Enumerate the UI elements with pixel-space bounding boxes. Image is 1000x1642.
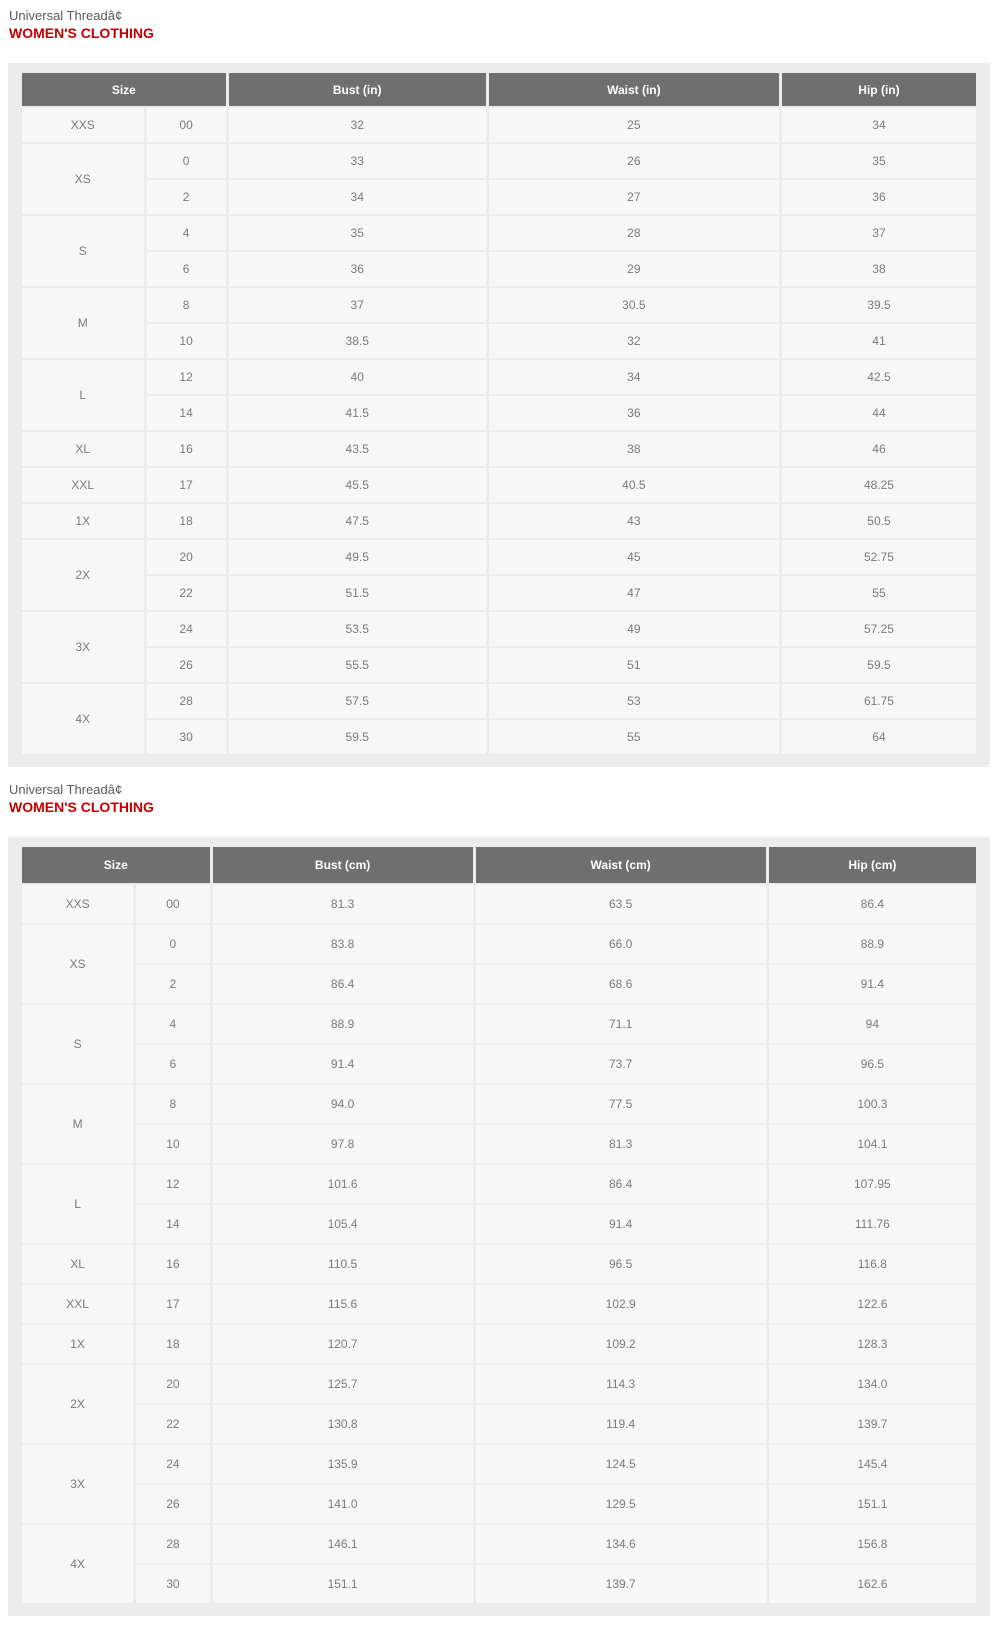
size-number-cell: 22 [147, 576, 226, 610]
table-row [22, 144, 976, 178]
bust-cell: 40 [229, 360, 486, 394]
bust-cell: 53.5 [229, 612, 486, 646]
size-number-cell: 14 [147, 396, 226, 430]
bust-cell: 35 [229, 216, 486, 250]
table-row [22, 1165, 976, 1203]
hip-cell: 100.3 [769, 1085, 976, 1123]
waist-cell: 129.5 [476, 1485, 766, 1523]
table-row [22, 965, 976, 1003]
size-number-cell: 0 [136, 925, 209, 963]
bust-cell: 41.5 [229, 396, 486, 430]
size-number-cell: 22 [136, 1405, 209, 1443]
waist-cell: 66.0 [476, 925, 766, 963]
size-letter-cell: S [22, 1005, 133, 1083]
waist-cell: 45 [489, 540, 779, 574]
size-number-cell: 12 [136, 1165, 209, 1203]
size-number-cell: 16 [147, 432, 226, 466]
table-row [22, 108, 976, 142]
size-chart-table-inches [19, 71, 979, 756]
hip-cell: 37 [782, 216, 976, 250]
hip-cell: 38 [782, 252, 976, 286]
bust-cell: 91.4 [213, 1045, 473, 1083]
bust-cell: 49.5 [229, 540, 486, 574]
bust-cell: 81.3 [213, 885, 473, 923]
size-number-cell: 16 [136, 1245, 209, 1283]
size-letter-cell: XS [22, 925, 133, 1003]
hip-cell: 46 [782, 432, 976, 466]
table-row [22, 1045, 976, 1083]
size-letter-cell: 1X [22, 1325, 133, 1363]
column-header: Hip (in) [782, 73, 976, 106]
size-number-cell: 17 [147, 468, 226, 502]
size-number-cell: 12 [147, 360, 226, 394]
size-number-cell: 26 [147, 648, 226, 682]
size-number-cell: 2 [136, 965, 209, 1003]
bust-cell: 43.5 [229, 432, 486, 466]
waist-cell: 114.3 [476, 1365, 766, 1403]
size-number-cell: 28 [136, 1525, 209, 1563]
waist-cell: 109.2 [476, 1325, 766, 1363]
hip-cell: 64 [782, 720, 976, 754]
table-row [22, 648, 976, 682]
table-row [22, 504, 976, 538]
size-number-cell: 0 [147, 144, 226, 178]
size-letter-cell: M [22, 288, 144, 358]
table-row [22, 396, 976, 430]
hip-cell: 57.25 [782, 612, 976, 646]
hip-cell: 55 [782, 576, 976, 610]
size-chart-table-cm [19, 845, 979, 1605]
size-letter-cell: XL [22, 1245, 133, 1283]
bust-cell: 146.1 [213, 1525, 473, 1563]
size-chart-panel [8, 837, 990, 1616]
hip-cell: 52.75 [782, 540, 976, 574]
bust-cell: 125.7 [213, 1365, 473, 1403]
hip-cell: 88.9 [769, 925, 976, 963]
bust-cell: 55.5 [229, 648, 486, 682]
bust-cell: 115.6 [213, 1285, 473, 1323]
column-header: Bust (cm) [213, 847, 473, 883]
size-number-cell: 2 [147, 180, 226, 214]
hip-cell: 91.4 [769, 965, 976, 1003]
size-number-cell: 24 [136, 1445, 209, 1483]
waist-cell: 27 [489, 180, 779, 214]
size-number-cell: 10 [136, 1125, 209, 1163]
bust-cell: 86.4 [213, 965, 473, 1003]
hip-cell: 104.1 [769, 1125, 976, 1163]
table-row [22, 432, 976, 466]
waist-cell: 36 [489, 396, 779, 430]
size-number-cell: 4 [147, 216, 226, 250]
waist-cell: 68.6 [476, 965, 766, 1003]
size-number-cell: 8 [136, 1085, 209, 1123]
title-block [9, 782, 1000, 816]
waist-cell: 124.5 [476, 1445, 766, 1483]
waist-cell: 51 [489, 648, 779, 682]
hip-cell: 162.6 [769, 1565, 976, 1603]
size-letter-cell: XL [22, 432, 144, 466]
size-letter-cell: M [22, 1085, 133, 1163]
table-row [22, 1245, 976, 1283]
bust-cell: 32 [229, 108, 486, 142]
hip-cell: 156.8 [769, 1525, 976, 1563]
size-number-cell: 28 [147, 684, 226, 718]
hip-cell: 48.25 [782, 468, 976, 502]
hip-cell: 96.5 [769, 1045, 976, 1083]
waist-cell: 25 [489, 108, 779, 142]
hip-cell: 128.3 [769, 1325, 976, 1363]
bust-cell: 34 [229, 180, 486, 214]
table-row [22, 1205, 976, 1243]
size-number-cell: 6 [147, 252, 226, 286]
hip-cell: 42.5 [782, 360, 976, 394]
hip-cell: 145.4 [769, 1445, 976, 1483]
size-letter-cell: 1X [22, 504, 144, 538]
column-header: Bust (in) [229, 73, 486, 106]
category-title: WOMEN'S CLOTHING [9, 799, 154, 815]
size-number-cell: 00 [147, 108, 226, 142]
size-number-cell: 8 [147, 288, 226, 322]
size-number-cell: 26 [136, 1485, 209, 1523]
hip-cell: 134.0 [769, 1365, 976, 1403]
waist-cell: 134.6 [476, 1525, 766, 1563]
column-header: Size [22, 73, 226, 106]
table-row [22, 1085, 976, 1123]
size-letter-cell: L [22, 1165, 133, 1243]
table-row [22, 720, 976, 754]
bust-cell: 141.0 [213, 1485, 473, 1523]
size-number-cell: 18 [147, 504, 226, 538]
table-row [22, 252, 976, 286]
size-number-cell: 30 [136, 1565, 209, 1603]
table-row [22, 1485, 976, 1523]
bust-cell: 135.9 [213, 1445, 473, 1483]
hip-cell: 41 [782, 324, 976, 358]
waist-cell: 63.5 [476, 885, 766, 923]
table-row [22, 1525, 976, 1563]
bust-cell: 59.5 [229, 720, 486, 754]
waist-cell: 91.4 [476, 1205, 766, 1243]
bust-cell: 88.9 [213, 1005, 473, 1043]
bust-cell: 130.8 [213, 1405, 473, 1443]
size-letter-cell: 2X [22, 1365, 133, 1443]
waist-cell: 38 [489, 432, 779, 466]
table-row [22, 612, 976, 646]
table-row [22, 324, 976, 358]
hip-cell: 39.5 [782, 288, 976, 322]
table-row [22, 1405, 976, 1443]
size-letter-cell: 4X [22, 684, 144, 754]
waist-cell: 96.5 [476, 1245, 766, 1283]
hip-cell: 61.75 [782, 684, 976, 718]
bust-cell: 83.8 [213, 925, 473, 963]
waist-cell: 47 [489, 576, 779, 610]
waist-cell: 49 [489, 612, 779, 646]
size-letter-cell: XXS [22, 885, 133, 923]
waist-cell: 73.7 [476, 1045, 766, 1083]
column-header: Size [22, 847, 210, 883]
bust-cell: 151.1 [213, 1565, 473, 1603]
size-letter-cell: L [22, 360, 144, 430]
size-number-cell: 20 [136, 1365, 209, 1403]
size-letter-cell: XS [22, 144, 144, 214]
size-number-cell: 24 [147, 612, 226, 646]
size-letter-cell: 4X [22, 1525, 133, 1603]
waist-cell: 81.3 [476, 1125, 766, 1163]
table-row [22, 684, 976, 718]
table-row [22, 1445, 976, 1483]
bust-cell: 120.7 [213, 1325, 473, 1363]
size-number-cell: 00 [136, 885, 209, 923]
bust-cell: 45.5 [229, 468, 486, 502]
bust-cell: 97.8 [213, 1125, 473, 1163]
hip-cell: 116.8 [769, 1245, 976, 1283]
table-row [22, 1565, 976, 1603]
size-letter-cell: XXL [22, 468, 144, 502]
table-row [22, 468, 976, 502]
brand-title: Universal Threadâ¢ [9, 782, 123, 797]
waist-cell: 26 [489, 144, 779, 178]
size-number-cell: 6 [136, 1045, 209, 1083]
column-header: Hip (cm) [769, 847, 976, 883]
table-row [22, 180, 976, 214]
table-row [22, 1285, 976, 1323]
size-letter-cell: S [22, 216, 144, 286]
brand-title: Universal Threadâ¢ [9, 8, 123, 23]
size-letter-cell: 2X [22, 540, 144, 610]
size-number-cell: 18 [136, 1325, 209, 1363]
table-row [22, 1005, 976, 1043]
bust-cell: 38.5 [229, 324, 486, 358]
header-row [22, 73, 976, 106]
table-row [22, 885, 976, 923]
table-row [22, 288, 976, 322]
size-letter-cell: XXL [22, 1285, 133, 1323]
waist-cell: 77.5 [476, 1085, 766, 1123]
hip-cell: 34 [782, 108, 976, 142]
hip-cell: 59.5 [782, 648, 976, 682]
column-header: Waist (in) [489, 73, 779, 106]
waist-cell: 29 [489, 252, 779, 286]
size-letter-cell: 3X [22, 612, 144, 682]
waist-cell: 139.7 [476, 1565, 766, 1603]
hip-cell: 139.7 [769, 1405, 976, 1443]
size-chart-section-inches [0, 8, 1000, 767]
waist-cell: 102.9 [476, 1285, 766, 1323]
size-number-cell: 17 [136, 1285, 209, 1323]
hip-cell: 44 [782, 396, 976, 430]
waist-cell: 30.5 [489, 288, 779, 322]
bust-cell: 37 [229, 288, 486, 322]
table-row [22, 216, 976, 250]
waist-cell: 28 [489, 216, 779, 250]
hip-cell: 94 [769, 1005, 976, 1043]
size-letter-cell: 3X [22, 1445, 133, 1523]
hip-cell: 50.5 [782, 504, 976, 538]
table-row [22, 1125, 976, 1163]
bust-cell: 51.5 [229, 576, 486, 610]
hip-cell: 151.1 [769, 1485, 976, 1523]
table-row [22, 1365, 976, 1403]
size-number-cell: 20 [147, 540, 226, 574]
waist-cell: 86.4 [476, 1165, 766, 1203]
waist-cell: 34 [489, 360, 779, 394]
hip-cell: 107.95 [769, 1165, 976, 1203]
bust-cell: 110.5 [213, 1245, 473, 1283]
size-number-cell: 14 [136, 1205, 209, 1243]
size-letter-cell: XXS [22, 108, 144, 142]
size-chart-panel [8, 63, 990, 767]
bust-cell: 36 [229, 252, 486, 286]
waist-cell: 71.1 [476, 1005, 766, 1043]
hip-cell: 122.6 [769, 1285, 976, 1323]
size-chart-section-cm [0, 782, 1000, 1616]
hip-cell: 36 [782, 180, 976, 214]
waist-cell: 43 [489, 504, 779, 538]
bust-cell: 33 [229, 144, 486, 178]
table-row [22, 1325, 976, 1363]
bust-cell: 105.4 [213, 1205, 473, 1243]
column-header: Waist (cm) [476, 847, 766, 883]
bust-cell: 94.0 [213, 1085, 473, 1123]
waist-cell: 53 [489, 684, 779, 718]
header-row [22, 847, 976, 883]
table-row [22, 925, 976, 963]
hip-cell: 86.4 [769, 885, 976, 923]
table-row [22, 360, 976, 394]
size-number-cell: 30 [147, 720, 226, 754]
size-number-cell: 10 [147, 324, 226, 358]
table-row [22, 576, 976, 610]
category-title: WOMEN'S CLOTHING [9, 25, 154, 41]
bust-cell: 47.5 [229, 504, 486, 538]
title-block [9, 8, 1000, 42]
bust-cell: 101.6 [213, 1165, 473, 1203]
waist-cell: 119.4 [476, 1405, 766, 1443]
waist-cell: 32 [489, 324, 779, 358]
hip-cell: 111.76 [769, 1205, 976, 1243]
page [0, 8, 1000, 1616]
hip-cell: 35 [782, 144, 976, 178]
size-number-cell: 4 [136, 1005, 209, 1043]
bust-cell: 57.5 [229, 684, 486, 718]
table-row [22, 540, 976, 574]
waist-cell: 40.5 [489, 468, 779, 502]
waist-cell: 55 [489, 720, 779, 754]
